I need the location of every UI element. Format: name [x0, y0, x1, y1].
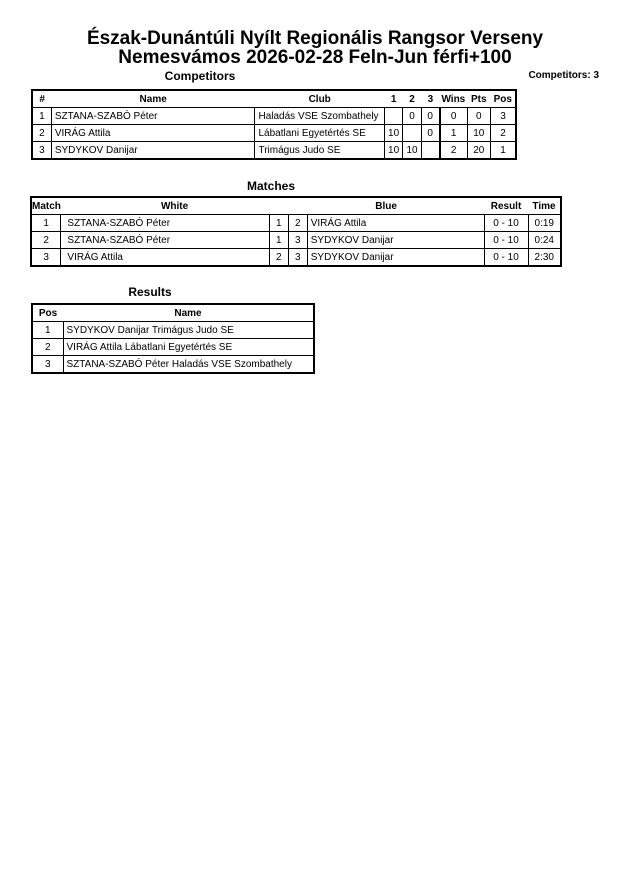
table-row — [32, 108, 516, 125]
score-1 — [384, 108, 402, 125]
col-1: 1 — [384, 90, 402, 108]
white-index: 2 — [269, 249, 288, 267]
white-name: SZTANA-SZABÓ Péter — [61, 215, 269, 232]
table-row — [32, 125, 516, 142]
blue-index: 3 — [288, 232, 307, 249]
wins: 1 — [440, 125, 467, 142]
competitors-count: Competitors: 3 — [528, 70, 599, 81]
col-pos: Pos — [491, 90, 517, 108]
table-row — [32, 142, 516, 160]
col-2: 2 — [403, 90, 421, 108]
score-3: 0 — [421, 125, 439, 142]
blue-name: SYDYKOV Danijar — [307, 249, 484, 267]
score-3: 0 — [421, 108, 439, 125]
match-time: 0:24 — [528, 232, 561, 249]
col-pos: Pos — [32, 304, 63, 322]
row-num: 3 — [32, 142, 51, 160]
competitors-title: Competitors — [164, 69, 236, 83]
col-match: Match — [31, 197, 61, 215]
competitor-club: Lábatlani Egyetértés SE — [255, 125, 384, 142]
col-pts: Pts — [467, 90, 490, 108]
wins: 2 — [440, 142, 467, 160]
results-title: Results — [128, 285, 172, 299]
blue-name: SYDYKOV Danijar — [307, 232, 484, 249]
score-1: 10 — [384, 125, 402, 142]
table-row — [32, 339, 314, 356]
score-2: 0 — [403, 108, 421, 125]
result-name: SZTANA-SZABÓ Péter Haladás VSE Szombathely — [63, 356, 314, 374]
table-row — [31, 215, 561, 232]
row-num: 1 — [32, 108, 51, 125]
wins: 0 — [440, 108, 467, 125]
white-name: VIRÁG Attila — [61, 249, 269, 267]
table-row — [32, 322, 314, 339]
row-num: 2 — [32, 125, 51, 142]
matches-title: Matches — [246, 179, 296, 193]
score-3 — [421, 142, 439, 160]
match-time: 2:30 — [528, 249, 561, 267]
result-name: SYDYKOV Danijar Trimágus Judo SE — [63, 322, 314, 339]
match-time: 0:19 — [528, 215, 561, 232]
table-row — [32, 356, 314, 374]
competitor-club: Haladás VSE Szombathely — [255, 108, 384, 125]
page-title: Észak-Dunántúli Nyílt Regionális Rangsor Verseny — [86, 28, 544, 49]
blue-index: 2 — [288, 215, 307, 232]
blue-index: 3 — [288, 249, 307, 267]
pos: 1 — [491, 142, 517, 160]
match-num: 2 — [31, 232, 61, 249]
col-name: Name — [51, 90, 255, 108]
pos: 2 — [491, 125, 517, 142]
score-2: 10 — [403, 142, 421, 160]
competitor-name: VIRÁG Attila — [51, 125, 255, 142]
match-result: 0 - 10 — [484, 249, 528, 267]
score-2 — [403, 125, 421, 142]
col-num: # — [32, 90, 51, 108]
competitor-club: Trimágus Judo SE — [255, 142, 384, 160]
page-subtitle: Nemesvámos 2026-02-28 Feln-Jun férfi+100 — [118, 47, 512, 68]
result-pos: 2 — [32, 339, 63, 356]
col-name: Name — [63, 304, 314, 322]
white-index: 1 — [269, 215, 288, 232]
table-row — [31, 232, 561, 249]
white-index: 1 — [269, 232, 288, 249]
col-blue: Blue — [288, 197, 484, 215]
match-num: 1 — [31, 215, 61, 232]
col-time: Time — [528, 197, 561, 215]
match-num: 3 — [31, 249, 61, 267]
score-1: 10 — [384, 142, 402, 160]
col-3: 3 — [421, 90, 439, 108]
result-pos: 3 — [32, 356, 63, 374]
blue-name: VIRÁG Attila — [307, 215, 484, 232]
pts: 0 — [467, 108, 490, 125]
col-result: Result — [484, 197, 528, 215]
results-table — [31, 303, 315, 374]
competitor-name: SZTANA-SZABÓ Péter — [51, 108, 255, 125]
result-name: VIRÁG Attila Lábatlani Egyetértés SE — [63, 339, 314, 356]
col-club: Club — [255, 90, 384, 108]
competitor-name: SYDYKOV Danijar — [51, 142, 255, 160]
pts: 10 — [467, 125, 490, 142]
pts: 20 — [467, 142, 490, 160]
col-wins: Wins — [440, 90, 467, 108]
pos: 3 — [491, 108, 517, 125]
competitors-table — [31, 89, 517, 160]
col-white: White — [61, 197, 288, 215]
white-name: SZTANA-SZABÓ Péter — [61, 232, 269, 249]
match-result: 0 - 10 — [484, 215, 528, 232]
result-pos: 1 — [32, 322, 63, 339]
matches-table — [30, 196, 562, 267]
table-row — [31, 249, 561, 267]
match-result: 0 - 10 — [484, 232, 528, 249]
